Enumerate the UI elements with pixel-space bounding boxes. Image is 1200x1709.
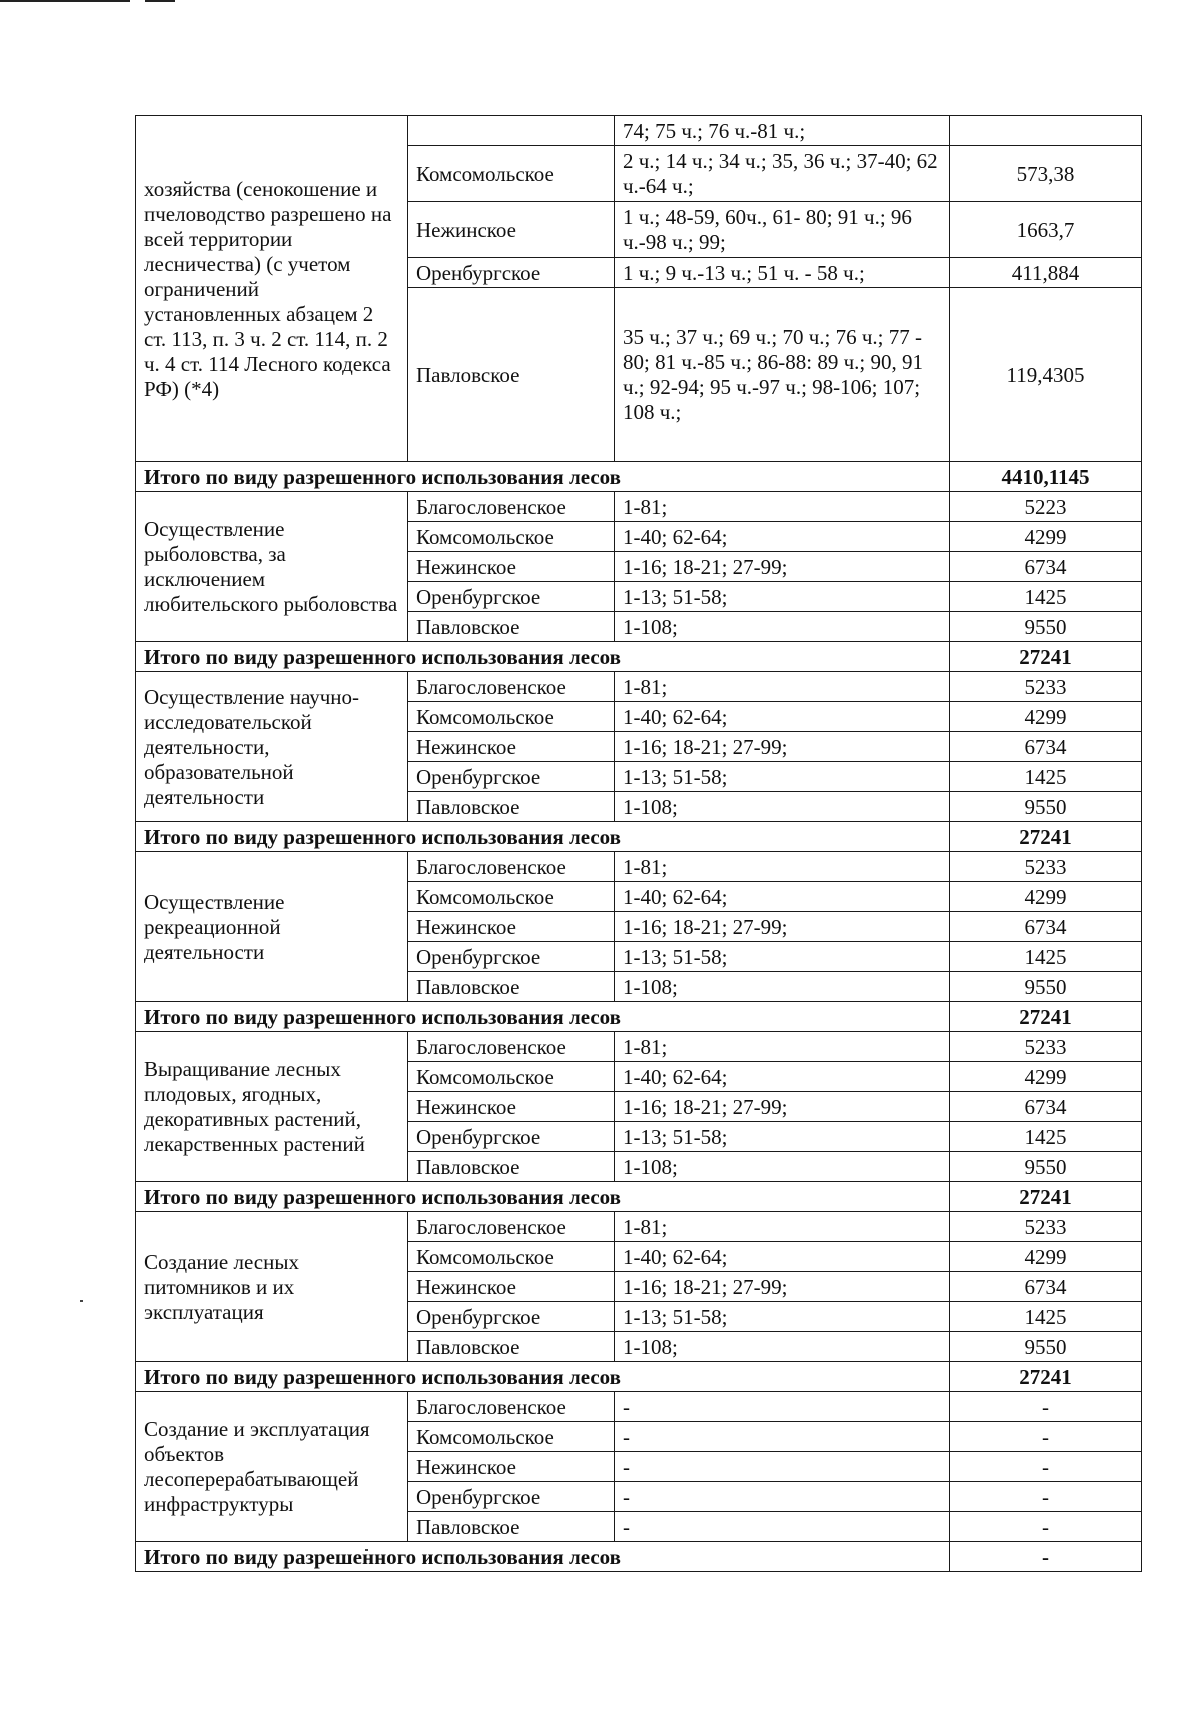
quarters-cell: 1-40; 62-64; — [615, 1062, 950, 1092]
forestry-cell: Благословенское — [408, 672, 615, 702]
area-cell: 9550 — [950, 1332, 1142, 1362]
area-cell: 1663,7 — [950, 202, 1142, 258]
forestry-cell — [408, 116, 615, 146]
quarters-cell: 1-40; 62-64; — [615, 702, 950, 732]
area-cell: 5233 — [950, 672, 1142, 702]
area-cell: 6734 — [950, 912, 1142, 942]
area-cell: 9550 — [950, 792, 1142, 822]
area-cell: 5233 — [950, 852, 1142, 882]
forestry-cell: Павловское — [408, 1512, 615, 1542]
quarters-cell: 1-16; 18-21; 27-99; — [615, 552, 950, 582]
forestry-cell: Комсомольское — [408, 1242, 615, 1272]
area-cell: 1425 — [950, 1302, 1142, 1332]
area-cell: 6734 — [950, 732, 1142, 762]
forestry-cell: Павловское — [408, 612, 615, 642]
area-cell: 4299 — [950, 882, 1142, 912]
quarters-cell: 1 ч.; 9 ч.-13 ч.; 51 ч. - 58 ч.; — [615, 258, 950, 288]
quarters-cell: 1-13; 51-58; — [615, 762, 950, 792]
total-row — [136, 1542, 1142, 1572]
quarters-cell: 1-16; 18-21; 27-99; — [615, 912, 950, 942]
table-row — [136, 1032, 1142, 1062]
area-cell: 1425 — [950, 582, 1142, 612]
forestry-cell: Павловское — [408, 792, 615, 822]
forestry-cell: Благословенское — [408, 1392, 615, 1422]
quarters-cell: 1-81; — [615, 852, 950, 882]
forestry-cell: Нежинское — [408, 1092, 615, 1122]
area-cell: 119,4305 — [950, 288, 1142, 462]
quarters-cell: 1-108; — [615, 792, 950, 822]
scan-speck — [80, 1300, 83, 1302]
forestry-cell: Оренбургское — [408, 258, 615, 288]
area-cell: 5223 — [950, 492, 1142, 522]
area-cell: 6734 — [950, 1272, 1142, 1302]
total-value: 4410,1145 — [950, 462, 1142, 492]
total-row — [136, 462, 1142, 492]
area-cell: 9550 — [950, 972, 1142, 1002]
area-cell: 573,38 — [950, 146, 1142, 202]
quarters-cell: 1-81; — [615, 672, 950, 702]
forestry-cell: Павловское — [408, 972, 615, 1002]
total-label: Итого по виду разрешенного использования лесов — [136, 462, 950, 492]
area-cell — [950, 116, 1142, 146]
forestry-cell: Благословенское — [408, 852, 615, 882]
quarters-cell: 1-81; — [615, 1032, 950, 1062]
quarters-cell: 1-13; 51-58; — [615, 942, 950, 972]
total-value: 27241 — [950, 822, 1142, 852]
quarters-cell: 1-16; 18-21; 27-99; — [615, 1092, 950, 1122]
quarters-cell: 1-40; 62-64; — [615, 1242, 950, 1272]
area-cell: 9550 — [950, 1152, 1142, 1182]
total-value: - — [950, 1542, 1142, 1572]
quarters-cell: - — [615, 1482, 950, 1512]
forestry-cell: Нежинское — [408, 1272, 615, 1302]
quarters-cell: 1-108; — [615, 972, 950, 1002]
quarters-cell: 1-108; — [615, 1152, 950, 1182]
scan-edge-mark — [145, 0, 175, 2]
area-cell: 4299 — [950, 522, 1142, 552]
area-cell: 6734 — [950, 1092, 1142, 1122]
total-label: Итого по виду разрешенного использования лесов — [136, 1182, 950, 1212]
forestry-cell: Благословенское — [408, 492, 615, 522]
total-label: Итого по виду разрешенного использования лесов — [136, 822, 950, 852]
forestry-cell: Комсомольское — [408, 522, 615, 552]
forest-use-table — [135, 115, 1142, 1572]
area-cell: - — [950, 1392, 1142, 1422]
quarters-cell: 35 ч.; 37 ч.; 69 ч.; 70 ч.; 76 ч.; 77 - 80; 81 ч.-85 ч.; 86-88: 89 ч.; 90, 91 ч.; 92-94; 95 ч.-97 ч.; 98-106; 107; 108 ч.; — [615, 288, 950, 462]
activity-cell: Осуществление рекреационной деятельности — [136, 852, 408, 1002]
quarters-cell: 1-13; 51-58; — [615, 1302, 950, 1332]
forestry-cell: Оренбургское — [408, 762, 615, 792]
quarters-cell: 1-40; 62-64; — [615, 882, 950, 912]
area-cell: 5233 — [950, 1212, 1142, 1242]
forestry-cell: Павловское — [408, 1152, 615, 1182]
activity-cell: хозяйства (сенокошение и пчеловодство разрешено на всей территории лесничества) (с учетом ограничений установленных абзацем 2 ст. 113, п. 3 ч. 2 ст. 114, п. 2 ч. 4 ст. 114 Лесного кодекса РФ) (*4) — [136, 116, 408, 462]
quarters-cell: 1-13; 51-58; — [615, 582, 950, 612]
forestry-cell: Комсомольское — [408, 146, 615, 202]
area-cell: 4299 — [950, 1062, 1142, 1092]
quarters-cell: 1-81; — [615, 492, 950, 522]
forestry-cell: Нежинское — [408, 912, 615, 942]
forestry-cell: Комсомольское — [408, 1422, 615, 1452]
table-row — [136, 116, 1142, 146]
total-value: 27241 — [950, 642, 1142, 672]
quarters-cell: 1-16; 18-21; 27-99; — [615, 1272, 950, 1302]
area-cell: 9550 — [950, 612, 1142, 642]
total-label: Итого по виду разрешенного использования лесов — [136, 1542, 950, 1572]
area-cell: - — [950, 1482, 1142, 1512]
forestry-cell: Павловское — [408, 288, 615, 462]
forestry-cell: Оренбургское — [408, 582, 615, 612]
total-value: 27241 — [950, 1002, 1142, 1032]
area-cell: - — [950, 1512, 1142, 1542]
forestry-cell: Нежинское — [408, 552, 615, 582]
quarters-cell: 1-81; — [615, 1212, 950, 1242]
quarters-cell: 1-108; — [615, 1332, 950, 1362]
activity-cell: Создание и эксплуатация объектов лесоперерабатывающей инфраструктуры — [136, 1392, 408, 1542]
quarters-cell: 2 ч.; 14 ч.; 34 ч.; 35, 36 ч.; 37-40; 62 ч.-64 ч.; — [615, 146, 950, 202]
table-row — [136, 672, 1142, 702]
total-value: 27241 — [950, 1362, 1142, 1392]
area-cell: 4299 — [950, 702, 1142, 732]
forestry-cell: Благословенское — [408, 1212, 615, 1242]
area-cell: 1425 — [950, 942, 1142, 972]
area-cell: 5233 — [950, 1032, 1142, 1062]
activity-cell: Осуществление рыболовства, за исключением любительского рыболовства — [136, 492, 408, 642]
forestry-cell: Оренбургское — [408, 1122, 615, 1152]
forestry-cell: Нежинское — [408, 202, 615, 258]
area-cell: 1425 — [950, 762, 1142, 792]
area-cell: 411,884 — [950, 258, 1142, 288]
table-row — [136, 852, 1142, 882]
table-row — [136, 1392, 1142, 1422]
forestry-cell: Оренбургское — [408, 1302, 615, 1332]
forestry-cell: Комсомольское — [408, 702, 615, 732]
quarters-cell: 1-13; 51-58; — [615, 1122, 950, 1152]
quarters-cell: - — [615, 1392, 950, 1422]
scan-edge-mark — [0, 0, 130, 2]
forestry-cell: Павловское — [408, 1332, 615, 1362]
total-row — [136, 1362, 1142, 1392]
forestry-cell: Нежинское — [408, 1452, 615, 1482]
forestry-cell: Благословенское — [408, 1032, 615, 1062]
activity-cell: Создание лесных питомников и их эксплуатация — [136, 1212, 408, 1362]
quarters-cell: 1-40; 62-64; — [615, 522, 950, 552]
total-label: Итого по виду разрешенного использования лесов — [136, 1002, 950, 1032]
total-row — [136, 1002, 1142, 1032]
quarters-cell: 1 ч.; 48-59, 60ч., 61- 80; 91 ч.; 96 ч.-98 ч.; 99; — [615, 202, 950, 258]
forestry-cell: Оренбургское — [408, 1482, 615, 1512]
total-row — [136, 1182, 1142, 1212]
activity-cell: Осуществление научно-исследовательской деятельности, образовательной деятельности — [136, 672, 408, 822]
total-row — [136, 642, 1142, 672]
total-row — [136, 822, 1142, 852]
total-value: 27241 — [950, 1182, 1142, 1212]
total-label: Итого по виду разрешенного использования лесов — [136, 642, 950, 672]
forestry-cell: Оренбургское — [408, 942, 615, 972]
forestry-cell: Комсомольское — [408, 882, 615, 912]
forestry-cell: Нежинское — [408, 732, 615, 762]
quarters-cell: - — [615, 1512, 950, 1542]
activity-cell: Выращивание лесных плодовых, ягодных, декоративных растений, лекарственных растений — [136, 1032, 408, 1182]
table-row — [136, 492, 1142, 522]
area-cell: 6734 — [950, 552, 1142, 582]
quarters-cell: - — [615, 1452, 950, 1482]
forestry-cell: Комсомольское — [408, 1062, 615, 1092]
quarters-cell: 1-108; — [615, 612, 950, 642]
area-cell: 4299 — [950, 1242, 1142, 1272]
quarters-cell: 74; 75 ч.; 76 ч.-81 ч.; — [615, 116, 950, 146]
area-cell: - — [950, 1452, 1142, 1482]
table-row — [136, 1212, 1142, 1242]
total-label: Итого по виду разрешенного использования лесов — [136, 1362, 950, 1392]
area-cell: - — [950, 1422, 1142, 1452]
quarters-cell: 1-16; 18-21; 27-99; — [615, 732, 950, 762]
quarters-cell: - — [615, 1422, 950, 1452]
area-cell: 1425 — [950, 1122, 1142, 1152]
